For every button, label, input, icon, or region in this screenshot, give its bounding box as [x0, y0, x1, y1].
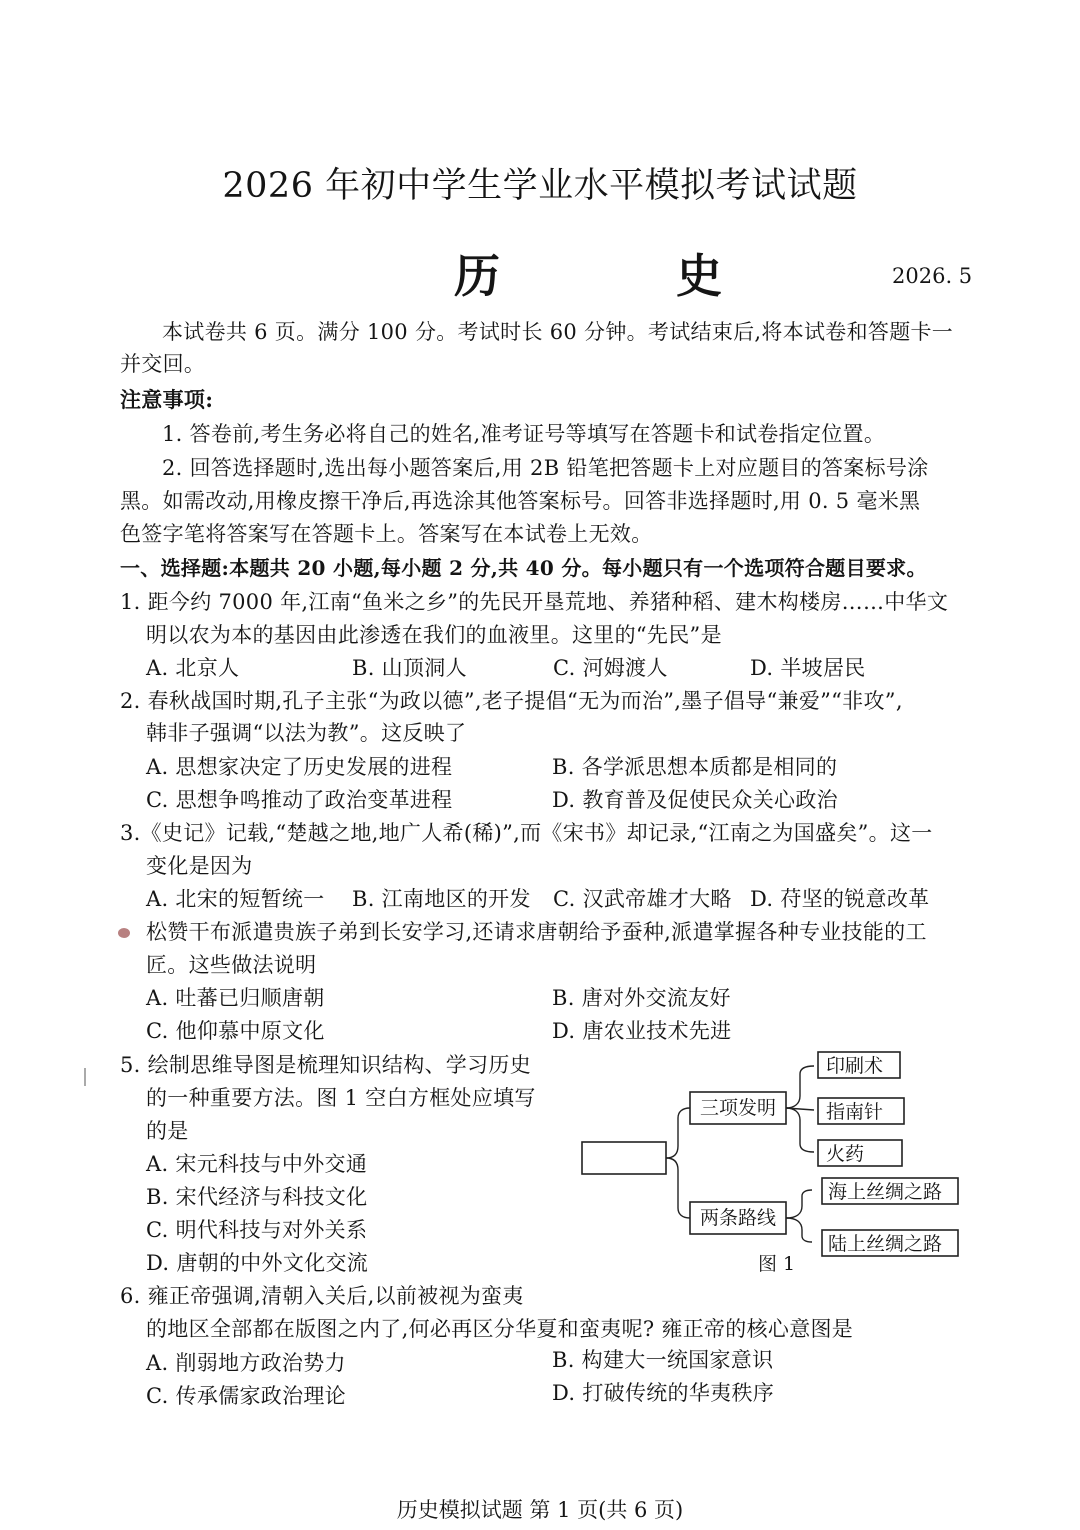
- option-b: B. 唐对外交流友好: [552, 986, 731, 1010]
- option-d: D. 打破传统的华夷秩序: [552, 1381, 775, 1405]
- option-d: D. 唐朝的中外文化交流: [146, 1251, 369, 1275]
- question-1-stem: 1. 距今约 7000 年,江南“鱼米之乡”的先民开垦荒地、养猪种稻、建木构楼房……中华文: [120, 590, 949, 614]
- question-5-stem: 的一种重要方法。图 1 空白方框处应填写: [146, 1086, 536, 1110]
- option-b: B. 江南地区的开发: [352, 887, 531, 911]
- note-item: 2. 回答选择题时,选出每小题答案后,用 2B 铅笔把答题卡上对应题目的答案标号涂: [162, 456, 929, 480]
- option-a: A. 思想家决定了历史发展的进程: [146, 755, 453, 779]
- subject-title: 历 史: [454, 249, 803, 303]
- leaf-label: 火药: [826, 1143, 865, 1165]
- branch-label-routes: 两条路线: [699, 1207, 777, 1229]
- brace: [786, 1108, 814, 1152]
- option-c: C. 思想争鸣推动了政治变革进程: [146, 788, 453, 812]
- option-c: C. 汉武帝雄才大略: [553, 887, 732, 911]
- notes-heading: 注意事项:: [120, 387, 214, 412]
- exam-title: 2026 年初中学生学业水平模拟考试试题: [222, 166, 858, 206]
- leaf-label: 陆上丝绸之路: [828, 1233, 943, 1255]
- option-d: D. 教育普及促使民众关心政治: [552, 788, 838, 812]
- brace-upper: [666, 1108, 690, 1158]
- question-6-stem: 的地区全部都在版图之内了,何必再区分华夏和蛮夷呢? 雍正帝的核心意图是: [146, 1317, 854, 1341]
- exam-date: 2026. 5: [892, 264, 973, 288]
- option-c: C. 他仰慕中原文化: [146, 1019, 325, 1043]
- leaf-label: 海上丝绸之路: [828, 1181, 943, 1203]
- ink-smudge: [118, 928, 130, 938]
- figure-caption: 图 1: [758, 1253, 796, 1275]
- option-d: D. 唐农业技术先进: [552, 1019, 732, 1043]
- blank-answer-box: [582, 1142, 666, 1174]
- option-c: C. 河姆渡人: [553, 656, 668, 680]
- option-a: A. 北宋的短暂统一: [146, 887, 325, 911]
- question-2-stem: 2. 春秋战国时期,孔子主张“为政以德”,老子提倡“无为而治”,墨子倡导“兼爱”“非攻”,: [120, 689, 903, 713]
- question-3-stem: 3.《史记》记载,“楚越之地,地广人希(稀)”,而《宋书》却记录,“江南之为国盛矣”。这一: [120, 821, 933, 845]
- question-1-stem: 明以农为本的基因由此渗透在我们的血液里。这里的“先民”是: [146, 623, 722, 647]
- intro-line: 本试卷共 6 页。满分 100 分。考试时长 60 分钟。考试结束后,将本试卷和答题卡一: [162, 320, 954, 344]
- question-4-stem: 松赞干布派遣贵族子弟到长安学习,还请求唐朝给予蚕种,派遣掌握各种专业技能的工: [146, 920, 927, 944]
- scan-mark: [84, 1068, 86, 1086]
- option-b: B. 构建大一统国家意识: [552, 1348, 774, 1372]
- question-4-stem: 匠。这些做法说明: [146, 953, 317, 977]
- question-5-stem: 的是: [146, 1119, 189, 1143]
- note-item: 色签字笔将答案写在答题卡上。答案写在本试卷上无效。: [120, 522, 653, 546]
- brace-lower: [666, 1158, 690, 1218]
- option-a: A. 吐蕃已归顺唐朝: [146, 986, 325, 1010]
- section-heading: 一、选择题:本题共 20 小题,每小题 2 分,共 40 分。每小题只有一个选项符合题目要求。: [120, 556, 927, 580]
- option-b: B. 各学派思想本质都是相同的: [552, 755, 838, 779]
- option-b: B. 山顶洞人: [352, 656, 467, 680]
- page-footer: 历史模拟试题 第 1 页(共 6 页): [396, 1498, 684, 1522]
- option-b: B. 宋代经济与科技文化: [146, 1185, 368, 1209]
- option-c: C. 传承儒家政治理论: [146, 1384, 346, 1408]
- option-c: C. 明代科技与对外关系: [146, 1218, 368, 1242]
- option-a: A. 北京人: [146, 656, 240, 680]
- option-a: A. 宋元科技与中外交通: [146, 1152, 368, 1176]
- brace: [786, 1066, 814, 1108]
- note-item: 黑。如需改动,用橡皮擦干净后,再选涂其他答案标号。回答非选择题时,用 0. 5 毫米黑: [120, 489, 921, 513]
- branch-label-inventions: 三项发明: [699, 1097, 777, 1119]
- intro-line: 并交回。: [120, 352, 206, 376]
- option-d: D. 苻坚的锐意改革: [750, 887, 930, 911]
- note-item: 1. 答卷前,考生务必将自己的姓名,准考证号等填写在答题卡和试卷指定位置。: [162, 422, 886, 446]
- question-5-stem: 5. 绘制思维导图是梳理知识结构、学习历史: [120, 1053, 532, 1077]
- question-3-stem: 变化是因为: [146, 854, 253, 878]
- mind-map-diagram: [576, 1046, 986, 1282]
- question-2-stem: 韩非子强调“以法为教”。这反映了: [146, 721, 467, 745]
- option-d: D. 半坡居民: [750, 656, 866, 680]
- option-a: A. 削弱地方政治势力: [146, 1351, 346, 1375]
- leaf-label: 指南针: [826, 1101, 884, 1123]
- leaf-label: 印刷术: [826, 1055, 884, 1077]
- brace: [786, 1190, 812, 1218]
- question-6-stem: 6. 雍正帝强调,清朝入关后,以前被视为蛮夷: [120, 1284, 524, 1308]
- brace: [786, 1218, 812, 1242]
